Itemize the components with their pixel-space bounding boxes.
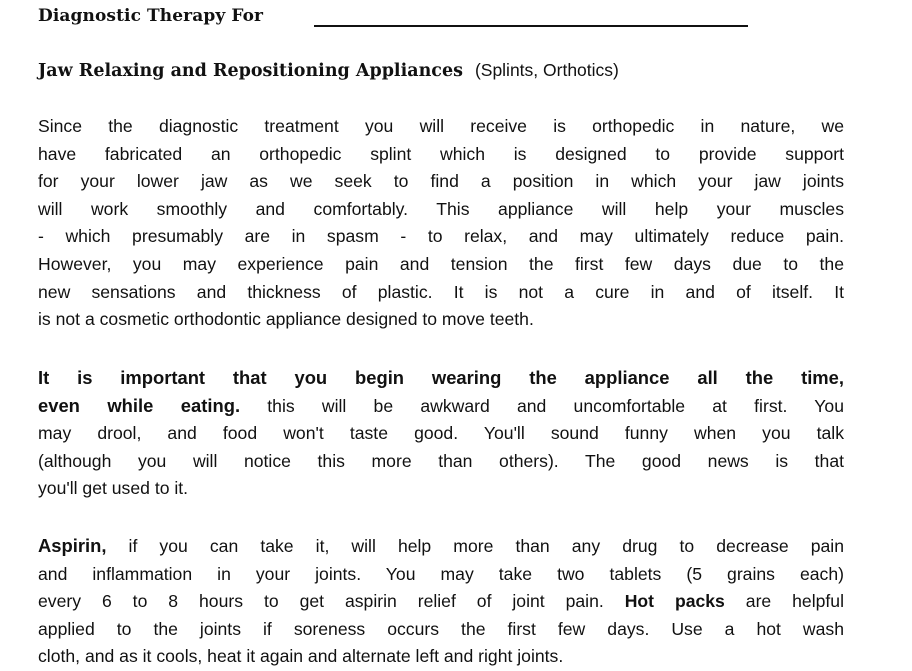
paragraph-text: this will be awkward and uncomfortable at first. You <box>240 395 844 416</box>
emphasis-text: Hot packs <box>624 591 725 612</box>
paragraph-line: have fabricated an orthopedic splint which is designed to provide support <box>38 143 844 164</box>
paragraph-text: every 6 to 8 hours to get aspirin relief of joint pain. <box>38 591 625 612</box>
paragraph-line: is not a cosmetic orthodontic appliance designed to move teeth. <box>38 309 534 330</box>
subtitle-note: (Splints, Orthotics) <box>474 60 619 80</box>
paragraph-line <box>38 532 844 561</box>
paragraph-line: may drool, and food won't taste good. You'll sound funny when you talk <box>38 423 844 444</box>
paragraph-line <box>38 588 844 616</box>
paragraph-line: applied to the joints if soreness occurs the first few days. Use a hot wash <box>38 618 844 639</box>
emphasis-text: even while eating. <box>38 394 241 416</box>
paragraph-line: new sensations and thickness of plastic. It is not a cure in and of itself. It <box>38 281 844 302</box>
emphasis-text: Aspirin, <box>38 535 107 556</box>
paragraph-line: for your lower jaw as we seek to find a position in which your jaw joints <box>38 171 844 192</box>
emphasis-line: It is important that you begin wearing the appliance all the time, <box>38 367 844 388</box>
paragraph-text: are helpful <box>724 591 844 612</box>
document-subtitle: Jaw Relaxing and Repositioning Appliances <box>38 61 463 81</box>
paragraph-line: Since the diagnostic treatment you will receive is orthopedic in nature, we <box>38 116 844 136</box>
paragraph-orthopedic-splint <box>38 113 844 334</box>
paragraph-wear-appliance <box>38 364 844 503</box>
document-title: Diagnostic Therapy For <box>38 6 264 26</box>
paragraph-line: However, you may experience pain and tension the first few days due to the <box>38 253 844 274</box>
paragraph-line: you'll get used to it. <box>38 478 189 499</box>
paragraph-aspirin <box>38 532 844 671</box>
subtitle-row <box>38 60 619 81</box>
paragraph-line: cloth, and as it cools, heat it again and alternate left and right joints. <box>38 646 564 667</box>
paragraph-line: and inflammation in your joints. You may take two tablets (5 grains each) <box>38 563 844 584</box>
paragraph-line <box>38 392 844 421</box>
paragraph-line: - which presumably are in spasm - to relax, and may ultimately reduce pain. <box>38 226 844 247</box>
title-fill-in-blank <box>314 25 748 27</box>
paragraph-text: if you can take it, will help more than any drug to decrease pain <box>106 536 844 556</box>
paragraph-line: (although you will notice this more than others). The good news is that <box>38 450 844 471</box>
paragraph-line: will work smoothly and comfortably. This appliance will help your muscles <box>38 198 844 219</box>
